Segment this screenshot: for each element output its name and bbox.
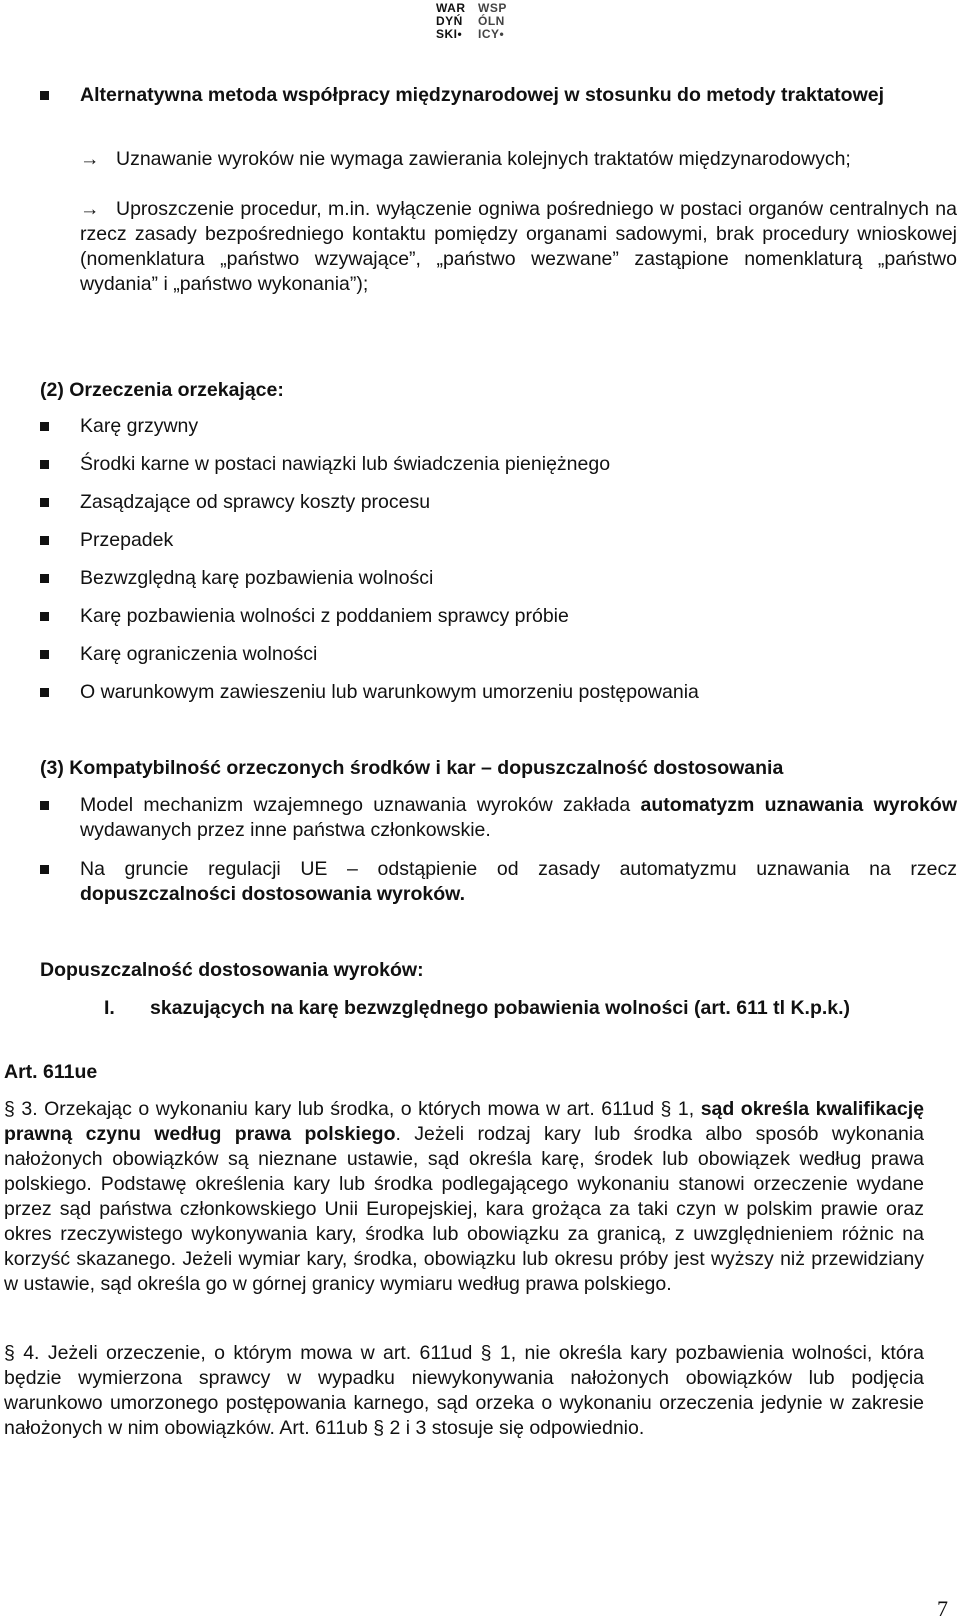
paragraph-emphasis: sąd określa kwalifikację prawną czynu według prawa polskiego [4,1098,925,1145]
list-item-text: wydawanych przez inne państwa członkowskie. [80,819,491,841]
section3-heading: (3) Kompatybilność orzeczonych środków i kar – dopuszczalność dostosowania [40,757,784,779]
list-item-emphasis: dopuszczalności dostosowania wyroków. [80,883,466,905]
list-item-text: Na gruncie regulacji UE – odstąpienie od zasady automatyzmu uznawania na rzecz [80,858,957,880]
square-bullet-icon [40,688,49,697]
logo-text: ÓLN [478,14,505,28]
list-item: Zasądzające od sprawcy koszty procesu [80,491,431,513]
arrow-right-icon: → [80,148,100,170]
page-number: 7 [937,1596,948,1621]
list-item: Środki karne w postaci nawiązki lub świadczenia pieniężnego [80,453,611,475]
article-number: Art. 611ue [4,1061,98,1083]
list-item-text: Uproszczenie procedur, m.in. wyłączenie ogniwa pośredniego w postaci organów centralnych na rzecz zasady bezpośredniego kontaktu pomiędzy organami sadowymi, brak procedury wnioskowej (nomenklatura „państwo wzywające”, „państwo wezwane” zastąpione nomenklaturą „państwo wydania” i „państwo wykonania”); [80,198,957,295]
square-bullet-icon [40,498,49,507]
square-bullet-icon [40,865,49,874]
list-item: Karę ograniczenia wolności [80,643,318,665]
section4-heading: Dopuszczalność dostosowania wyroków: [40,959,424,981]
square-bullet-icon [40,801,49,810]
subsection-heading: skazujących na karę bezwzględnego pobawienia wolności (art. 611 tl K.p.k.) [150,997,851,1019]
list-item: Bezwzględną karę pozbawienia wolności [80,567,434,589]
list-item: Przepadek [80,529,174,551]
list-item [80,857,957,907]
publisher-logo [436,2,526,44]
list-item: O warunkowym zawieszeniu lub warunkowym umorzeniu postępowania [80,681,699,703]
square-bullet-icon [40,536,49,545]
article-paragraph-3 [4,1097,924,1297]
list-item [80,147,957,172]
square-bullet-icon [40,650,49,659]
paragraph-text: § 3. Orzekając o wykonaniu kary lub środka, o których mowa w art. 611ud § 1, [4,1098,701,1120]
square-bullet-icon [40,574,49,583]
list-item-text: Model mechanizm wzajemnego uznawania wyroków zakłada [80,794,641,816]
paragraph-text: . Jeżeli rodzaj kary lub środka albo sposób wykonania nałożonych obowiązków są nieznane ustawie, sąd określa karę, środek lub obowiązek według prawa polskiego. Podstawę określenia kary lub środka podlegającego wykonaniu stanowi orzeczenie wydane przez sąd państwa członkowskiego Unii Europejskiej, kara grożąca za taki czyn w polskim prawie oraz okres rzeczywistego wykonywania kary, środka lub obowiązku za granicą, z uwzględnieniem różnic na korzyść skazanego. Jeżeli wymiar kary, środka, obowiązku lub okresu próby jest wyższy niż przewidziany w ustawie, sąd określa go w górnej granicy wymiaru według prawa polskiego. [4,1123,924,1295]
square-bullet-icon [40,460,49,469]
list-item-text: Uznawanie wyroków nie wymaga zawierania kolejnych traktatów międzynarodowych; [116,148,851,170]
roman-numeral: I. [104,997,115,1019]
article-paragraph-4: § 4. Jeżeli orzeczenie, o którym mowa w art. 611ud § 1, nie określa kary pozbawienia wolności, która będzie wymierzona sprawcy w wypadku niewykonywania nałożonych obowiązków lub podjęcia warunkowo umorzonego postępowania karnego, sąd orzeka o wykonaniu orzeczenia jedynie w zakresie nałożonych w nim obowiązków. Art. 611ub § 2 i 3 stosuje się odpowiednio. [4,1342,924,1439]
logo-text: WSP [478,1,507,15]
logo-text: DYŃ [436,14,463,28]
square-bullet-icon [40,91,49,100]
section2-heading: (2) Orzeczenia orzekające: [40,379,284,401]
list-item: Karę pozbawienia wolności z poddaniem sprawcy próbie [80,605,569,627]
list-item-emphasis: automatyzm uznawania wyroków [640,794,957,816]
square-bullet-icon [40,612,49,621]
arrow-right-icon: → [80,198,100,220]
list-item [80,793,957,843]
list-item [80,197,957,297]
logo-text: WAR [436,1,466,15]
list-item: Karę grzywny [80,415,199,437]
square-bullet-icon [40,422,49,431]
logo-text: ICY• [478,27,505,41]
logo-text: SKI• [436,27,463,41]
section1-heading: Alternatywna metoda współpracy międzynarodowej w stosunku do metody traktatowej [80,84,884,106]
